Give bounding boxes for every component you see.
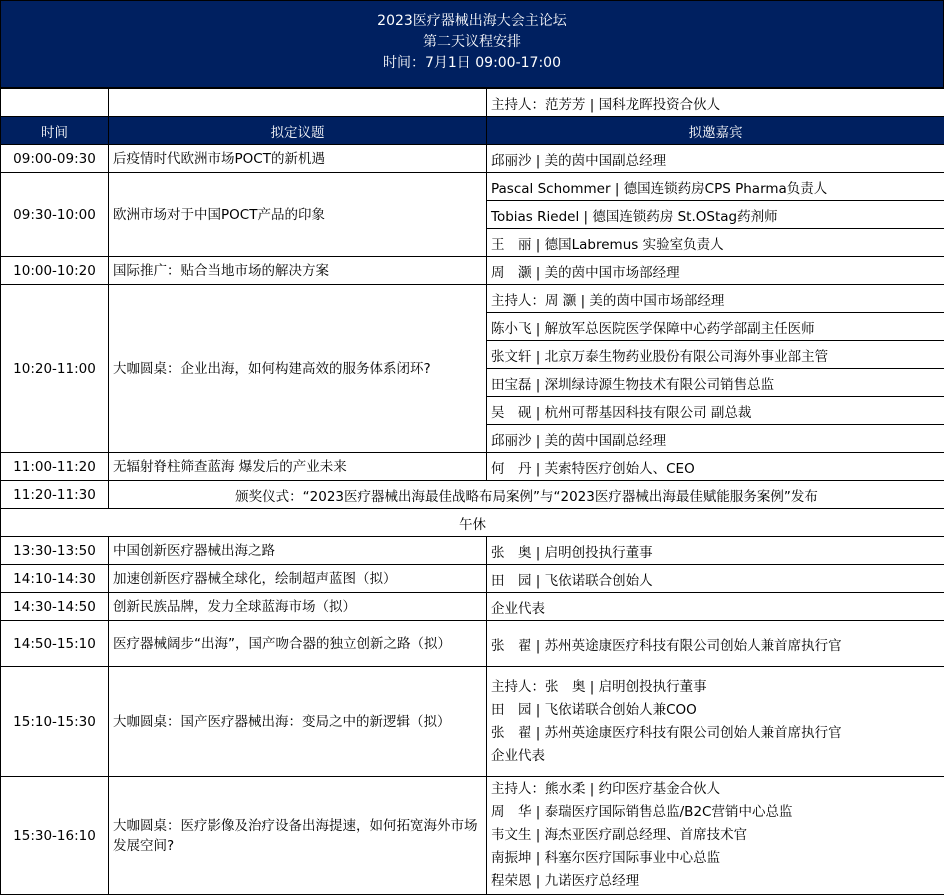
guest-cell: Tobias Riedel | 德国连锁药房 St.OStag药剂师 — [487, 201, 944, 229]
header-guests: 拟邀嘉宾 — [487, 117, 944, 145]
topic-cell: 大咖圆桌：企业出海，如何构建高效的服务体系闭环? — [109, 285, 487, 453]
forum-title: 2023医疗器械出海大会主论坛 — [1, 11, 943, 32]
topic-cell: 欧洲市场对于中国POCT产品的印象 — [109, 173, 487, 257]
time-cell: 11:00-11:20 — [1, 453, 109, 481]
agenda-row — [1, 285, 944, 313]
guest-line: 企业代表 — [491, 745, 940, 768]
host-row — [1, 89, 944, 117]
header-time: 时间 — [1, 117, 109, 145]
lunch-break-row — [1, 509, 944, 537]
agenda-table — [0, 88, 944, 895]
host-cell: 主持人：范芳芳 | 国科龙晖投资合伙人 — [487, 89, 944, 117]
guest-line: 主持人：张 奥 | 启明创投执行董事 — [491, 676, 940, 699]
guest-cell: 主持人：周 灏 | 美的茵中国市场部经理 — [487, 285, 944, 313]
agenda-row — [1, 453, 944, 481]
column-header-row — [1, 117, 944, 145]
time-cell: 10:00-10:20 — [1, 257, 109, 285]
topic-cell: 创新民族品牌，发力全球蓝海市场（拟） — [109, 593, 487, 621]
agenda-row — [1, 777, 944, 895]
guest-cell: 王 丽 | 德国Labremus 实验室负责人 — [487, 229, 944, 257]
guest-cell: 何 丹 | 芙索特医疗创始人、CEO — [487, 453, 944, 481]
topic-cell: 后疫情时代欧洲市场POCT的新机遇 — [109, 145, 487, 173]
guest-line: 韦文生 | 海杰亚医疗副总经理、首席技术官 — [491, 824, 940, 847]
time-cell: 09:30-10:00 — [1, 173, 109, 257]
time-cell: 09:00-09:30 — [1, 145, 109, 173]
time-cell: 14:10-14:30 — [1, 565, 109, 593]
topic-cell: 医疗器械阔步“出海”，国产吻合器的独立创新之路（拟） — [109, 621, 487, 667]
day-subtitle: 第二天议程安排 — [1, 32, 943, 53]
topic-cell: 大咖圆桌：医疗影像及治疗设备出海提速，如何拓宽海外市场发展空间? — [109, 777, 487, 895]
guest-cell: Pascal Schommer | 德国连锁药房CPS Pharma负责人 — [487, 173, 944, 201]
topic-cell: 大咖圆桌：国产医疗器械出海：变局之中的新逻辑（拟） — [109, 667, 487, 777]
guest-line: 南振坤 | 科塞尔医疗国际事业中心总监 — [491, 847, 940, 870]
guest-cell: 邱丽沙 | 美的茵中国副总经理 — [487, 425, 944, 453]
award-row — [1, 481, 944, 509]
agenda-row — [1, 621, 944, 667]
guest-cell: 企业代表 — [487, 593, 944, 621]
guest-cell: 吴 砚 | 杭州可帮基因科技有限公司 副总裁 — [487, 397, 944, 425]
time-cell: 14:30-14:50 — [1, 593, 109, 621]
time-cell: 15:10-15:30 — [1, 667, 109, 777]
guest-line: 张 翟 | 苏州英途康医疗科技有限公司创始人兼首席执行官 — [491, 722, 940, 745]
topic-cell: 无辐射脊柱筛查蓝海 爆发后的产业未来 — [109, 453, 487, 481]
topic-cell: 国际推广：贴合当地市场的解决方案 — [109, 257, 487, 285]
agenda-row — [1, 667, 944, 777]
agenda-row — [1, 565, 944, 593]
lunch-break-cell: 午休 — [1, 509, 944, 537]
agenda-row — [1, 173, 944, 201]
time-cell: 14:50-15:10 — [1, 621, 109, 667]
time-cell: 11:20-11:30 — [1, 481, 109, 509]
guest-cell: 张文轩 | 北京万泰生物药业股份有限公司海外事业部主管 — [487, 341, 944, 369]
time-cell: 10:20-11:00 — [1, 285, 109, 453]
topic-cell: 加速创新医疗器械全球化，绘制超声蓝图（拟） — [109, 565, 487, 593]
guest-line: 程荣恩 | 九诺医疗总经理 — [491, 870, 940, 893]
guest-cell: 田 园 | 飞依诺联合创始人 — [487, 565, 944, 593]
guest-cell: 田宝磊 | 深圳绿诗源生物技术有限公司销售总监 — [487, 369, 944, 397]
agenda-title-block — [0, 0, 944, 88]
agenda-row — [1, 145, 944, 173]
schedule-time: 时间：7月1日 09:00-17:00 — [1, 53, 943, 74]
agenda-row — [1, 593, 944, 621]
agenda-row — [1, 257, 944, 285]
topic-cell: 中国创新医疗器械出海之路 — [109, 537, 487, 565]
award-ceremony-cell: 颁奖仪式：“2023医疗器械出海最佳战略布局案例”与“2023医疗器械出海最佳赋能服务案例”发布 — [109, 481, 944, 509]
guest-cell: 周 灏 | 美的茵中国市场部经理 — [487, 257, 944, 285]
guest-line: 田 园 | 飞依诺联合创始人兼COO — [491, 699, 940, 722]
time-cell: 15:30-16:10 — [1, 777, 109, 895]
guest-line: 主持人：熊水柔 | 约印医疗基金合伙人 — [491, 778, 940, 801]
guest-list-cell — [487, 777, 944, 895]
guest-cell: 邱丽沙 | 美的茵中国副总经理 — [487, 145, 944, 173]
guest-line: 周 华 | 泰瑞医疗国际销售总监/B2C营销中心总监 — [491, 801, 940, 824]
time-cell: 13:30-13:50 — [1, 537, 109, 565]
guest-list-cell — [487, 667, 944, 777]
guest-cell: 张 奥 | 启明创投执行董事 — [487, 537, 944, 565]
header-topic: 拟定议题 — [109, 117, 487, 145]
guest-cell: 张 翟 | 苏州英途康医疗科技有限公司创始人兼首席执行官 — [487, 621, 944, 667]
agenda-row — [1, 537, 944, 565]
guest-cell: 陈小飞 | 解放军总医院医学保障中心药学部副主任医师 — [487, 313, 944, 341]
